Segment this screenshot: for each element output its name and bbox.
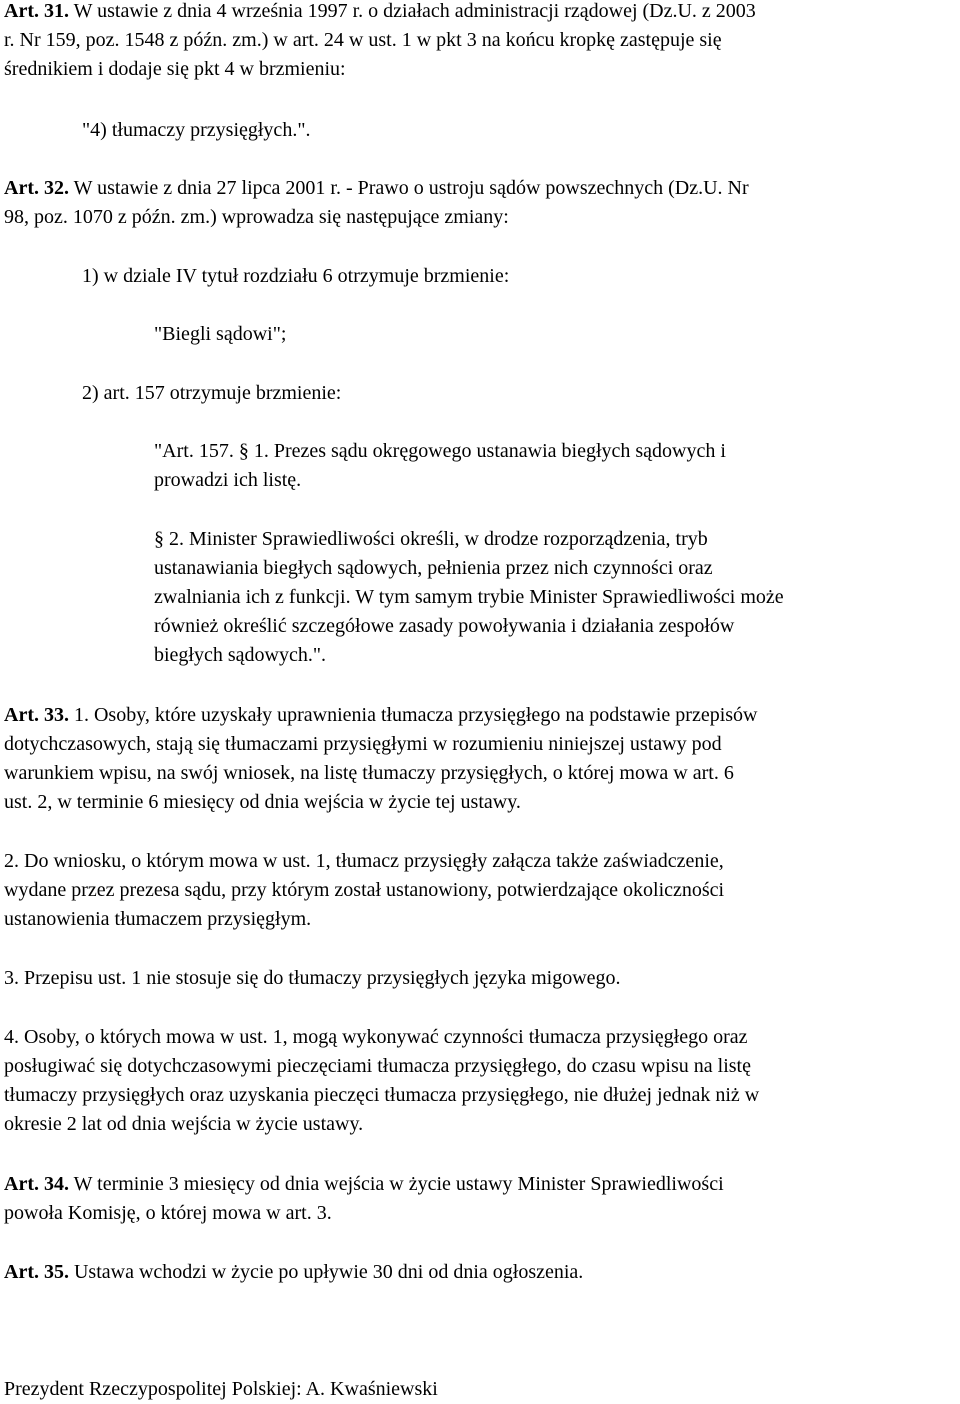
article-31-text-line-3: średnikiem i dodaje się pkt 4 w brzmieniu: — [4, 58, 346, 80]
article-33-p4-line-1: 4. Osoby, o których mowa w ust. 1, mogą wykonywać czynności tłumacza przysięgłego oraz — [4, 1026, 748, 1048]
article-32-quote-section-1 — [154, 437, 726, 495]
article-31-text-line-1: W ustawie z dnia 4 września 1997 r. o działach administracji rządowej (Dz.U. z 2003 — [68, 0, 756, 22]
article-33-label: Art. 33. — [4, 704, 69, 726]
article-32-quote-section-1-line-1: "Art. 157. § 1. Prezes sądu okręgowego ustanawia biegłych sądowych i — [154, 440, 726, 462]
article-33-p4-line-2: posługiwać się dotychczasowymi pieczęciami tłumacza przysięgłego, do czasu wpisu na listę — [4, 1055, 751, 1077]
article-35-text-line-1: Ustawa wchodzi w życie po upływie 30 dni od dnia ogłoszenia. — [68, 1261, 584, 1283]
article-33-p1-line-2: dotychczasowych, stają się tłumaczami przysięgłymi w rozumieniu niniejszej ustawy pod — [4, 733, 722, 755]
article-33-paragraph-3 — [4, 964, 621, 993]
article-33-paragraph-1 — [4, 701, 757, 817]
article-32 — [4, 174, 749, 232]
article-33-p2-line-3: ustanowienia tłumaczem przysięgłym. — [4, 908, 312, 930]
article-33-p3-line-1: 3. Przepisu ust. 1 nie stosuje się do tłumaczy przysięgłych języka migowego. — [4, 967, 621, 989]
article-32-item-1: 1) w dziale IV tytuł rozdziału 6 otrzymuje brzmienie: — [82, 265, 510, 287]
article-33-p1-line-4: ust. 2, w terminie 6 miesięcy od dnia wejścia w życie tej ustawy. — [4, 791, 521, 813]
article-33-paragraph-4 — [4, 1023, 759, 1139]
article-32-text-line-2: 98, poz. 1070 z późn. zm.) wprowadza się następujące zmiany: — [4, 206, 509, 228]
article-31-quote: "4) tłumaczy przysięgłych.". — [82, 119, 311, 141]
article-33-p1-line-3: warunkiem wpisu, na swój wniosek, na listę tłumaczy przysięgłych, o której mowa w art. 6 — [4, 762, 734, 784]
article-33-p1-line-1: 1. Osoby, które uzyskały uprawnienia tłumacza przysięgłego na podstawie przepisów — [68, 704, 758, 726]
article-33-p4-line-4: okresie 2 lat od dnia wejścia w życie ustawy. — [4, 1113, 364, 1135]
article-33-paragraph-2 — [4, 847, 724, 934]
article-32-quote-section-2-line-4: również określić szczegółowe zasady powoływania i działania zespołów — [154, 615, 735, 637]
article-32-quote-section-2-line-2: ustanawiania biegłych sądowych, pełnienia przez nich czynności oraz — [154, 557, 713, 579]
article-34-text-line-1: W terminie 3 miesięcy od dnia wejścia w życie ustawy Minister Sprawiedliwości — [68, 1173, 724, 1195]
article-35 — [4, 1258, 583, 1287]
article-32-quote-section-2-line-3: zwalniania ich z funkcji. W tym samym trybie Minister Sprawiedliwości może — [154, 586, 784, 608]
article-33-p4-line-3: tłumaczy przysięgłych oraz uzyskania pieczęci tłumacza przysięgłego, nie dłużej jednak niż w — [4, 1084, 760, 1106]
article-33-p2-line-1: 2. Do wniosku, o którym mowa w ust. 1, tłumacz przysięgły załącza także zaświadczenie, — [4, 850, 724, 872]
article-34-label: Art. 34. — [4, 1173, 69, 1195]
article-33-p2-line-2: wydane przez prezesa sądu, przy którym został ustanowiony, potwierdzające okoliczności — [4, 879, 725, 901]
article-32-item-1-quote: "Biegli sądowi"; — [154, 323, 287, 345]
article-35-label: Art. 35. — [4, 1261, 69, 1283]
article-32-quote-section-2-line-1: § 2. Minister Sprawiedliwości określi, w drodze rozporządzenia, tryb — [154, 528, 708, 550]
article-32-text-line-1: W ustawie z dnia 27 lipca 2001 r. - Prawo o ustroju sądów powszechnych (Dz.U. Nr — [68, 177, 749, 199]
article-31-label: Art. 31. — [4, 0, 69, 22]
article-32-label: Art. 32. — [4, 177, 69, 199]
article-31-text-line-2: r. Nr 159, poz. 1548 z późn. zm.) w art. 24 w ust. 1 w pkt 3 na końcu kropkę zastępuje się — [4, 29, 722, 51]
article-32-quote-section-2 — [154, 525, 784, 670]
article-32-quote-section-2-line-5: biegłych sądowych.". — [154, 644, 327, 666]
article-34 — [4, 1170, 724, 1228]
signature-line: Prezydent Rzeczypospolitej Polskiej: A. Kwaśniewski — [4, 1378, 438, 1400]
article-34-text-line-2: powoła Komisję, o której mowa w art. 3. — [4, 1202, 332, 1224]
article-31 — [4, 0, 756, 84]
article-32-quote-section-1-line-2: prowadzi ich listę. — [154, 469, 302, 491]
article-32-item-2: 2) art. 157 otrzymuje brzmienie: — [82, 382, 342, 404]
